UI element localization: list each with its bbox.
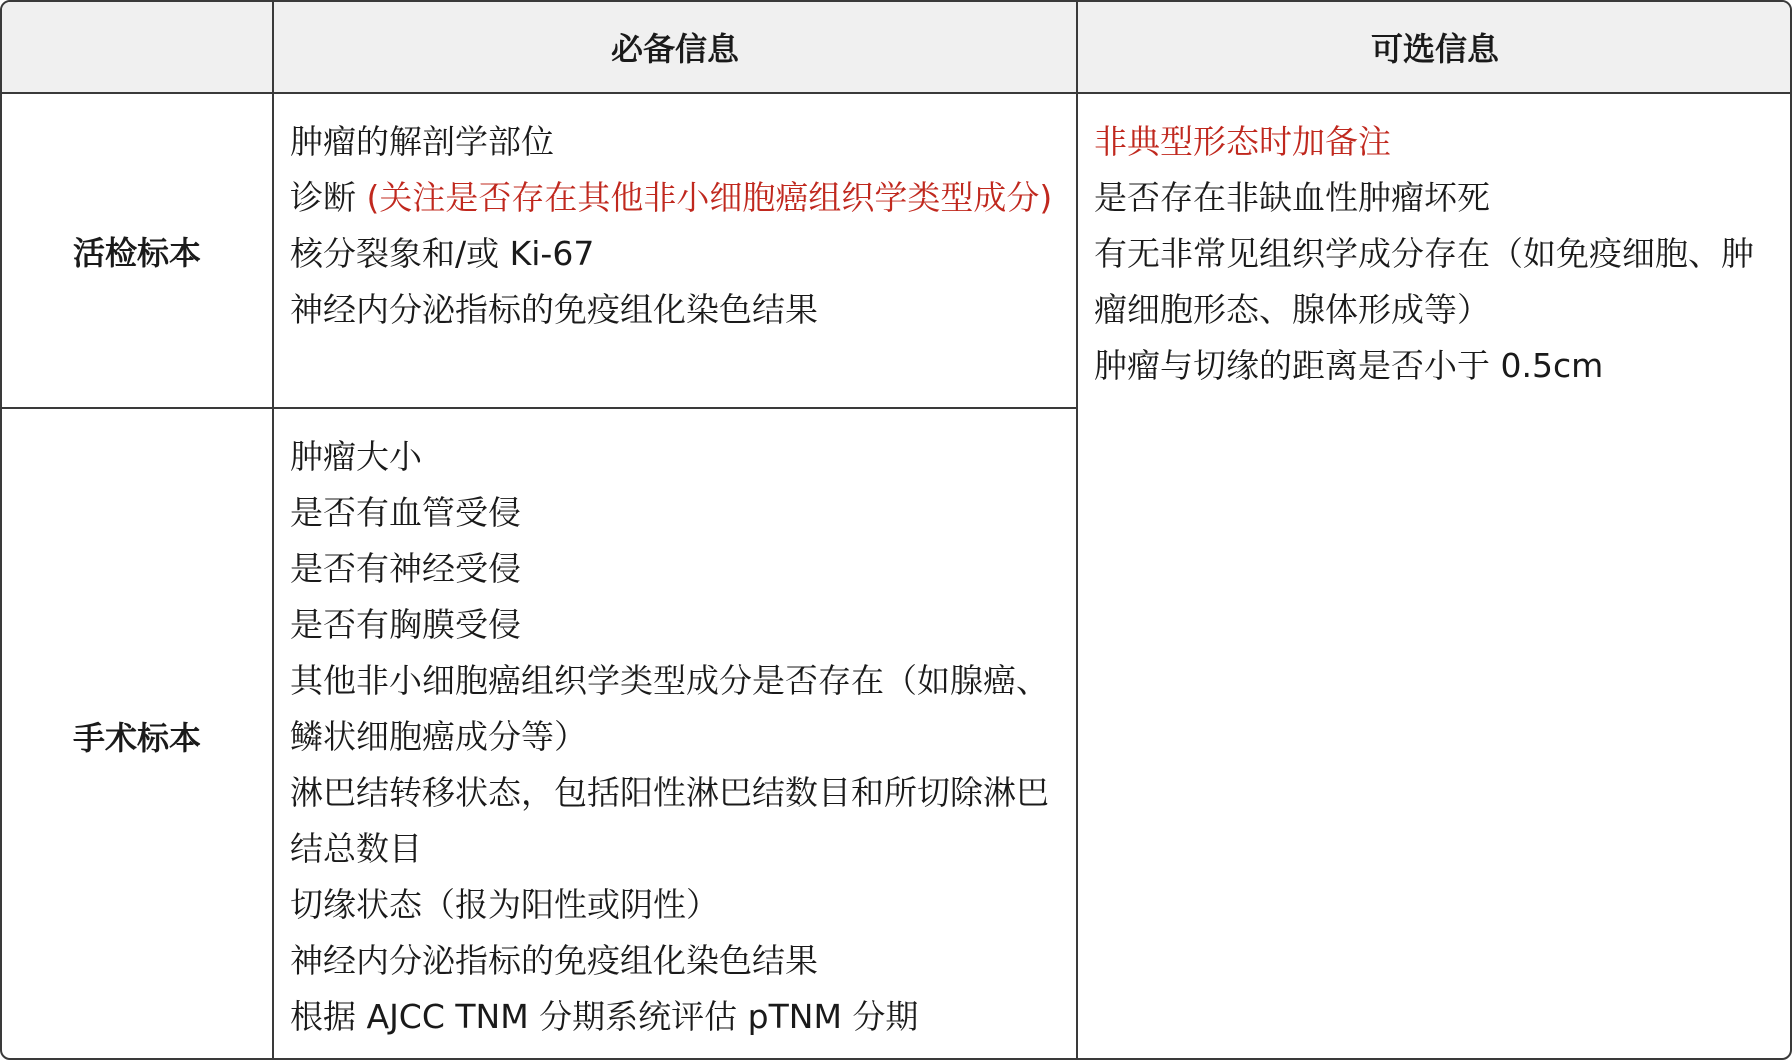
list-item: 其他非小细胞癌组织学类型成分是否存在（如腺癌、鳞状细胞癌成分等） (290, 661, 1049, 756)
list-item: 肿瘤大小 (290, 437, 422, 476)
list-item: 神经内分泌指标的免疫组化染色结果 (290, 290, 818, 329)
table-grid (2, 2, 1790, 1058)
list-item: 核分裂象和/或 Ki-67 (290, 234, 595, 273)
list-item (290, 170, 1065, 226)
list-item: 根据 AJCC TNM 分期系统评估 pTNM 分期 (290, 997, 919, 1036)
optional-info-cell (1094, 114, 1784, 394)
diagnosis-label: 诊断 (290, 178, 367, 217)
list-item: 切缘状态（报为阳性或阴性） (290, 885, 719, 924)
diagnosis-note: (关注是否存在其他非小细胞癌组织学类型成分) (366, 178, 1053, 217)
list-item: 是否存在非缺血性肿瘤坏死 (1094, 178, 1490, 217)
column-divider (272, 2, 274, 1060)
list-item: 肿瘤的解剖学部位 (290, 122, 554, 161)
row-label-surgery: 手术标本 (72, 718, 201, 757)
list-item: 是否有胸膜受侵 (290, 605, 521, 644)
surgery-required-cell (290, 429, 1065, 1045)
header-optional-info: 可选信息 (1370, 30, 1499, 68)
list-item: 是否有神经受侵 (290, 549, 521, 588)
list-item: 淋巴结转移状态，包括阳性淋巴结数目和所切除淋巴结总数目 (290, 773, 1049, 868)
list-item: 有无非常见组织学成分存在（如免疫细胞、肿瘤细胞形态、腺体形成等） (1094, 234, 1754, 329)
list-item-highlight: 非典型形态时加备注 (1094, 122, 1391, 161)
list-item: 神经内分泌指标的免疫组化染色结果 (290, 941, 818, 980)
row-label-biopsy: 活检标本 (72, 233, 201, 272)
header-empty-cell (2, 2, 272, 92)
list-item: 是否有血管受侵 (290, 493, 521, 532)
biopsy-required-cell (290, 114, 1065, 338)
header-required-info: 必备信息 (610, 30, 739, 68)
list-item: 肿瘤与切缘的距离是否小于 0.5cm (1094, 346, 1604, 385)
column-divider (1076, 2, 1078, 1060)
